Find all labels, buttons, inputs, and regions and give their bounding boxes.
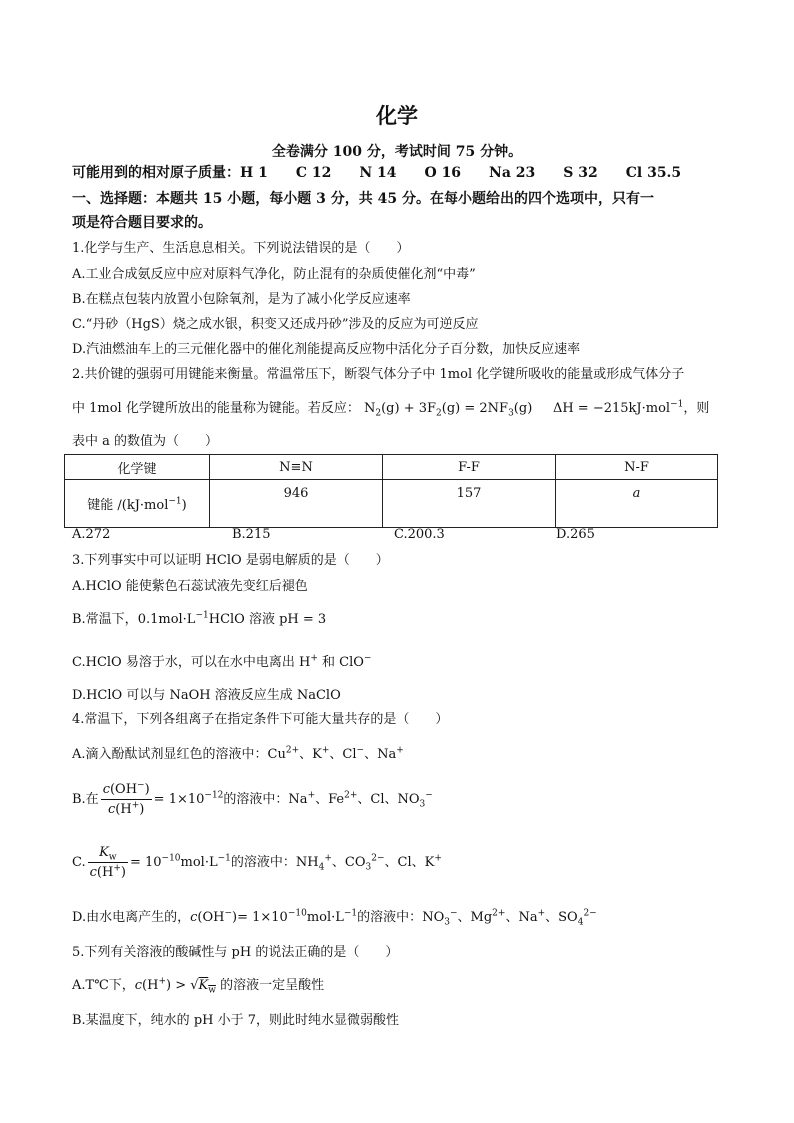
- table-header-cell: F-F: [383, 455, 556, 480]
- q1-option-d: D.汽油燃油车上的三元催化器中的催化剂能提高反应物中活化分子百分数，加快反应速率: [72, 342, 581, 357]
- ratio-fraction: $\frac{c(OH^-)}{c(H^+)}$: [102, 780, 150, 817]
- exam-info: 全卷满分 100 分，考试时间 75 分钟。: [271, 144, 523, 160]
- atomic-masses: 可能用到的相对原子质量：H 1 C 12 N 14 O 16 Na 23 S 32 Cl 35.5: [72, 165, 682, 181]
- kw-fraction: $\frac{K_w}{c(H^+)}$: [89, 845, 126, 880]
- q5-option-b: B.某温度下，纯水的 pH 小于 7，则此时纯水显微弱酸性: [72, 1013, 400, 1028]
- q2-option-d: D.265: [556, 527, 595, 542]
- q4-option-c: C. $\frac{K_w}{c(H^+)}$ = $10^{-10}mol\cdot L^{-1}$的溶液中：$NH_4^+$、$CO_3^{2-}$、Cl、K+: [72, 845, 442, 880]
- q3-stem: 3.下列事实中可以证明 HClO 是弱电解质的是（ ）: [72, 553, 389, 568]
- q5-stem: 5.下列有关溶液的酸碱性与 pH 的说法正确的是（ ）: [72, 945, 399, 960]
- q4-option-d: D.由水电离产生的，$c(OH^-)= 1\times 10^{-10}mol\cdot L^{-1}$的溶液中：$NO_3^-$、$Mg^{2+}$、Na+、$SO_4^{2-}$: [72, 908, 597, 928]
- section-heading-line2: 项是符合题目要求的。: [72, 215, 212, 231]
- q2-option-a: A.272: [72, 527, 111, 542]
- table-row-label: 键能 /(kJ·mol$^{-1}$): [65, 480, 210, 528]
- section-heading-line1: 一、选择题：本题共 15 小题，每小题 3 分，共 45 分。在每小题给出的四个选项中，只有一: [72, 191, 654, 207]
- table-header-row: [65, 455, 718, 480]
- q1-stem: 1.化学与生产、生活息息相关。下列说法错误的是（ ）: [72, 241, 410, 256]
- table-cell: a: [556, 480, 718, 528]
- q4-stem: 4.常温下，下列各组离子在指定条件下可能大量共存的是（ ）: [72, 712, 449, 727]
- table-cell: 946: [210, 480, 383, 528]
- q2-stem-line3: 表中 a 的数值为（ ）: [72, 434, 219, 449]
- q1-option-a: A.工业合成氨反应中应对原料气净化，防止混有的杂质使催化剂“中毒”: [72, 267, 476, 282]
- table-cell: 157: [383, 480, 556, 528]
- table-row: [65, 480, 718, 528]
- reaction-equation: $N_2(g) + 3F_2(g) = 2NF_3(g)$: [364, 401, 533, 419]
- q4-option-b: B.在 $\frac{c(OH^-)}{c(H^+)}$ = $1\times 10^{-12}$的溶液中：Na+、$Fe^{2+}$、Cl、$NO_3^-$: [72, 780, 433, 817]
- table-header-cell: N-F: [556, 455, 718, 480]
- q3-option-d: D.HClO 可以与 NaOH 溶液反应生成 NaClO: [72, 688, 341, 703]
- q1-option-b: B.在糕点包装内放置小包除氧剂，是为了减小化学反应速率: [72, 292, 411, 307]
- table-header-cell: N≡N: [210, 455, 383, 480]
- page-title: 化学: [376, 103, 418, 128]
- table-header-cell: 化学键: [65, 455, 210, 480]
- q2-stem-line2: 中 1mol 化学键所放出的能量称为键能。若反应： $N_2(g) + 3F_2(g) = 2NF_3(g)$ ΔH = −215kJ·mol$^{-1}$，则: [72, 399, 710, 419]
- q3-option-c: C.HClO 易溶于水，可以在水中电离出 H+ 和 ClO−: [72, 653, 372, 670]
- q5-option-a: A.T℃下，$c(H^+) > √K_w$ 的溶液一定呈酸性: [72, 976, 325, 996]
- q2-option-b: B.215: [232, 527, 271, 542]
- q2-stem-line1: 2.共价键的强弱可用键能来衡量。常温常压下，断裂气体分子中 1mol 化学键所吸收的能量或形成气体分子: [72, 367, 685, 382]
- q2-option-c: C.200.3: [394, 527, 445, 542]
- q3-option-a: A.HClO 能使紫色石蕊试液先变红后褪色: [72, 579, 308, 594]
- q4-option-a: A.滴入酚酞试剂显红色的溶液中：$Cu^{2+}$、K+、Cl−、Na+: [72, 745, 404, 762]
- bond-energy-table: [64, 454, 718, 528]
- q1-option-c: C.“丹砂（HgS）烧之成水银，积变又还成丹砂”涉及的反应为可逆反应: [72, 317, 479, 332]
- q3-option-b: B.常温下，$0.1mol\cdot L^{-1}HClO$ 溶液 pH = 3: [72, 610, 327, 627]
